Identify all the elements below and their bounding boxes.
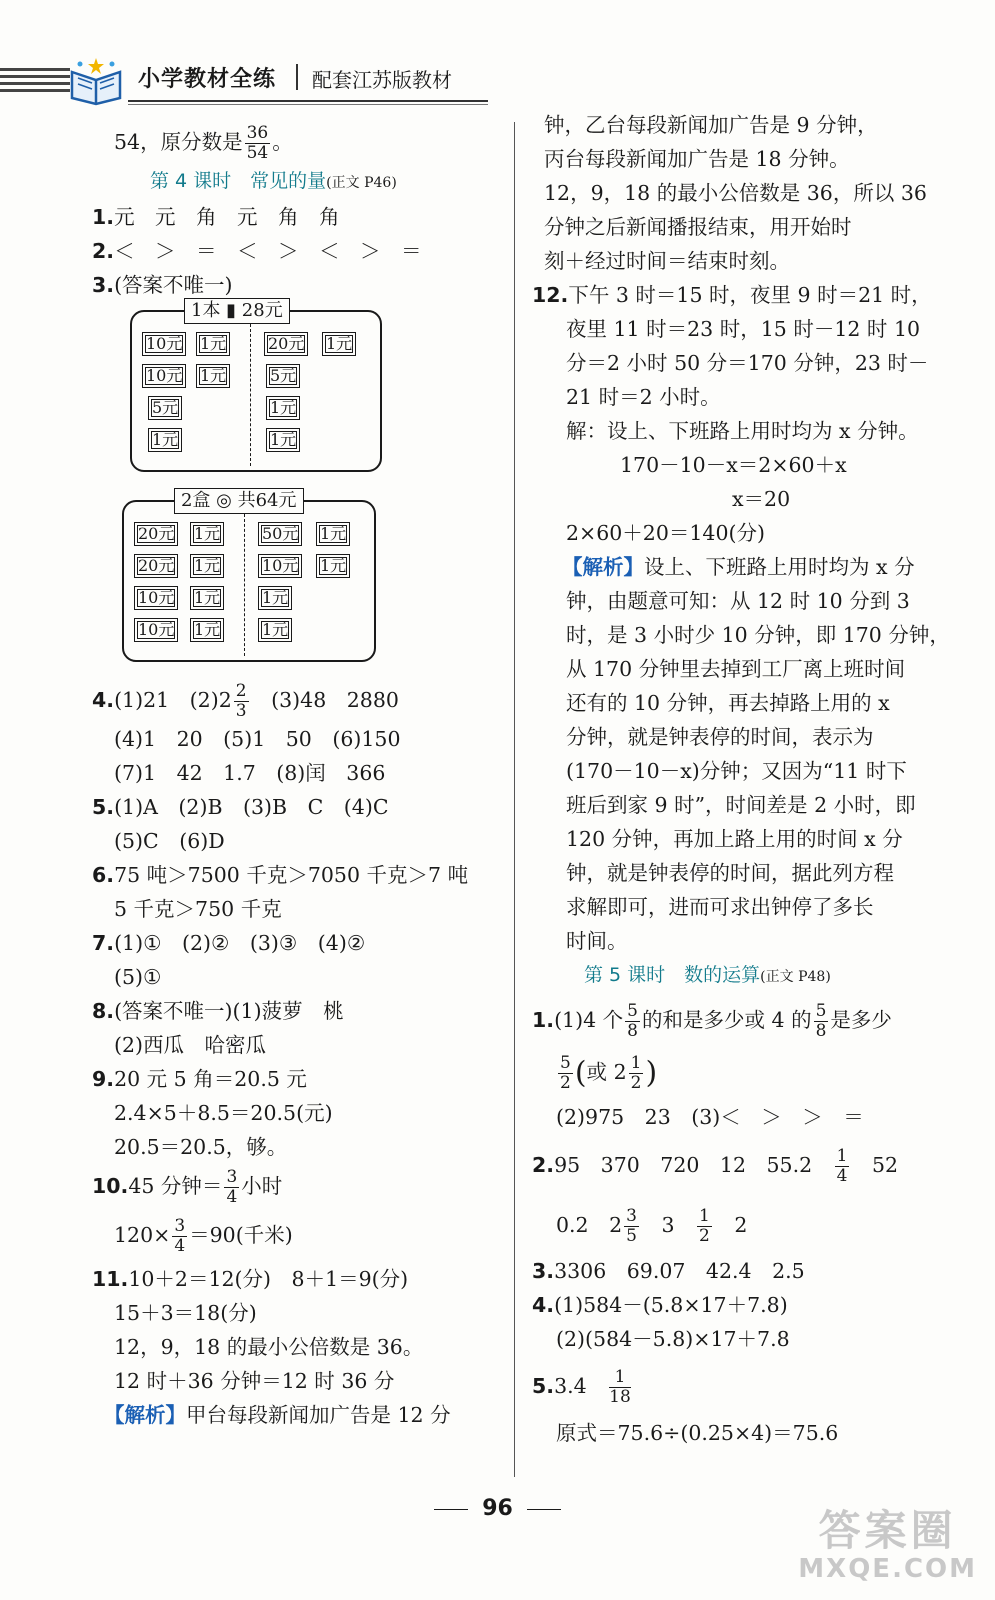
question-4: 4.(1)21 (2)2 $\frac{2}{3}$ (3)48 2880 [92,681,399,721]
bill: 20元 [134,522,178,546]
fraction: $\frac{1}{18}$ [609,1366,631,1407]
series-subtitle: 配套江苏版教材 [312,68,452,92]
left-column [92,120,502,1432]
bill: 1元 [316,554,350,578]
fraction: $\frac{1}{2}$ [699,1205,710,1246]
analysis-line: 分钟之后新闻播报结束，用开始时 [544,215,852,239]
equation-line: 170－10－x＝2×60＋x [620,453,847,477]
answer-line: (2)975 23 (3)＜ ＞ ＞ ＝ [556,1104,864,1129]
bill: 1元 [258,618,292,642]
bill: 1元 [190,522,224,546]
answer-line: 2.4×5＋8.5＝20.5(元) [114,1101,333,1125]
watermark: 答案圈 MXQE.COM [798,1506,977,1584]
bill: 10元 [142,332,186,356]
right-column [532,108,952,1450]
money-box [130,300,382,472]
analysis-line: 时，是 3 小时少 10 分钟，即 170 分钟， [566,623,950,647]
answer-line: (4)1 20 (5)1 50 (6)150 [114,727,401,751]
header-rule-thin [128,104,488,105]
analysis-line: 刻＋经过时间＝结束时刻。 [544,249,790,273]
section-heading-5: 第 5 课时 数的运算(正文 P48) [584,964,831,986]
answer-line: 2×60＋20＝140(分) [566,521,766,545]
bill: 1元 [196,364,230,388]
answer-line: (2)(584－5.8)×17＋7.8 [556,1326,790,1351]
analysis-line: 120 分钟，再加上路上用的时间 x 分 [566,827,903,851]
question-2: 2.95 370 720 12 55.2 $\frac{1}{4}$ 52 [532,1145,899,1186]
analysis-line: 【解析】设上、下班路上用时均为 x 分 [562,555,915,579]
fraction: $\frac{1}{4}$ [836,1145,848,1186]
analysis-line: (170－10－x)分钟；又因为“11 时下 [566,759,907,783]
money-diagram-1 [92,302,502,492]
bill: 1元 [266,428,300,452]
fraction: $\frac{5}{8}$ [627,1001,638,1041]
section-heading-4: 第 4 课时 常见的量(正文 P46) [150,170,397,192]
analysis-line: 钟，由题意可知：从 12 时 10 分到 3 [566,589,910,613]
answer-line: 5 千克＞750 千克 [114,897,282,921]
box-title: 2盒 ◎ 共64元 [174,488,304,514]
question-5: 5.(1)A (2)B (3)B C (4)C [92,795,389,819]
question-3: 3.3306 69.07 42.4 2.5 [532,1258,805,1283]
header-divider [296,64,298,90]
question-9: 9.20 元 5 角＝20.5 元 [92,1067,307,1091]
answer-line: (2)西瓜 哈密瓜 [114,1033,267,1057]
answer-line: 15＋3＝18(分) [114,1301,257,1325]
analysis-line: 班后到家 9 时”，时间差是 2 小时，即 [566,793,916,817]
fraction: $\frac{3}{4}$ [174,1216,186,1256]
bill: 5元 [148,396,182,420]
question-3: 3.(答案不唯一) [92,273,233,297]
analysis-line: 丙台每段新闻加广告是 18 分钟。 [544,147,850,171]
analysis-line: 时间。 [566,929,628,953]
bill: 10元 [258,554,302,578]
fraction: $\frac{5}{8}$ [815,1001,827,1041]
money-box [122,490,376,662]
answer-line: 20.5＝20.5，够。 [114,1135,288,1159]
fraction: $\frac{2}{3}$ [235,681,247,721]
fraction: $\frac{3}{5}$ [626,1205,637,1246]
bill: 1元 [190,554,224,578]
bill: 1元 [190,618,224,642]
answer-line: (5)① [114,965,162,989]
bill: 1元 [316,522,350,546]
bill: 50元 [258,522,302,546]
question-7: 7.(1)① (2)② (3)③ (4)② [92,931,366,955]
money-diagram-2 [92,492,502,678]
header-rule [128,100,488,102]
bill: 5元 [266,364,300,388]
dashed-divider [250,324,251,466]
analysis-line: 从 170 分钟里去掉到工厂离上班时间 [566,657,906,681]
fraction: $\frac{36}{54}$ [246,123,269,163]
fraction: $\frac{3}{4}$ [226,1167,238,1207]
bill: 20元 [264,332,308,356]
bill: 1元 [148,428,182,452]
analysis-line: 【解析】甲台每段新闻加广告是 12 分 [104,1403,451,1427]
question-4: 4.(1)584－(5.8×17＋7.8) [532,1292,788,1317]
question-10: 10.45 分钟＝ $\frac{3}{4}$ 小时 [92,1167,283,1207]
analysis-line: 钟，乙台每段新闻加广告是 9 分钟， [544,113,878,137]
answer-line: (5)C (6)D [114,829,225,853]
page-header [0,50,995,110]
answer-line: 12 时＋36 分钟＝12 时 36 分 [114,1369,395,1393]
column-divider [514,122,515,1477]
analysis-line: 求解即可，进而可求出钟停了多长 [566,895,874,919]
question-11: 11.10＋2＝12(分) 8＋1＝9(分) [92,1267,409,1291]
answer-line: 0.2 2 $\frac{3}{5}$ 3 $\frac{1}{2}$ 2 [556,1205,748,1246]
analysis-line: 还有的 10 分钟，再去掉路上用的 x [566,691,890,715]
question-8: 8.(答案不唯一)(1)菠萝 桃 [92,999,344,1023]
fraction: $\frac{5}{2}$ [560,1053,571,1093]
answer-line: $\frac{5}{2}$ (或 2 $\frac{1}{2}$ ) [560,1053,658,1093]
bill: 1元 [190,586,224,610]
dashed-divider [244,514,245,656]
bill: 10元 [134,586,178,610]
bill: 1元 [196,332,230,356]
question-5: 5.3.4 $\frac{1}{18}$ [532,1366,631,1407]
series-title: 小学教材全练 [138,67,277,92]
analysis-line: 12，9，18 的最小公倍数是 36，所以 36 [544,181,927,205]
answer-line: 54，原分数是 $\frac{36}{54}$ 。 [114,123,293,163]
question-1: 1.元 元 角 元 角 角 [92,205,340,229]
bill: 1元 [258,586,292,610]
answer-line: 分＝2 小时 50 分＝170 分钟，23 时－ [566,351,929,375]
book-logo-icon [66,54,126,106]
analysis-line: 钟，就是钟表停的时间，据此列方程 [566,861,894,885]
fraction: $\frac{1}{2}$ [630,1053,642,1093]
bill: 10元 [134,618,178,642]
bill: 10元 [142,364,186,388]
analysis-line: 分钟，就是钟表停的时间，表示为 [566,725,874,749]
header-stripes [0,68,70,96]
box-title: 1本 ▮ 28元 [184,298,290,324]
question-1: 1.(1)4 个 $\frac{5}{8}$ 的和是多少或 4 的 $\frac{5}{8}$ 是多少 [532,1001,892,1041]
answer-line: (7)1 42 1.7 (8)闰 366 [114,761,386,785]
answer-line: 12，9，18 的最小公倍数是 36。 [114,1335,424,1359]
question-12: 12.下午 3 时＝15 时，夜里 9 时＝21 时， [532,283,932,307]
bill: 20元 [134,554,178,578]
answer-line: 21 时＝2 小时。 [566,385,721,409]
bill: 1元 [322,332,356,356]
answer-line: 120× $\frac{3}{4}$ ＝90(千米) [114,1216,293,1256]
answer-line: 解：设上、下班路上用时均为 x 分钟。 [566,419,919,443]
bill: 1元 [266,396,300,420]
question-6: 6.75 吨＞7500 千克＞7050 千克＞7 吨 [92,863,469,887]
page-number: 96 [0,1496,995,1521]
equation-line: x＝20 [732,487,791,511]
question-2: 2.＜ ＞ ＝ ＜ ＞ ＜ ＞ ＝ [92,239,422,263]
answer-line: 原式＝75.6÷(0.25×4)＝75.6 [556,1420,839,1445]
answer-line: 夜里 11 时＝23 时，15 时－12 时 10 [566,317,921,341]
